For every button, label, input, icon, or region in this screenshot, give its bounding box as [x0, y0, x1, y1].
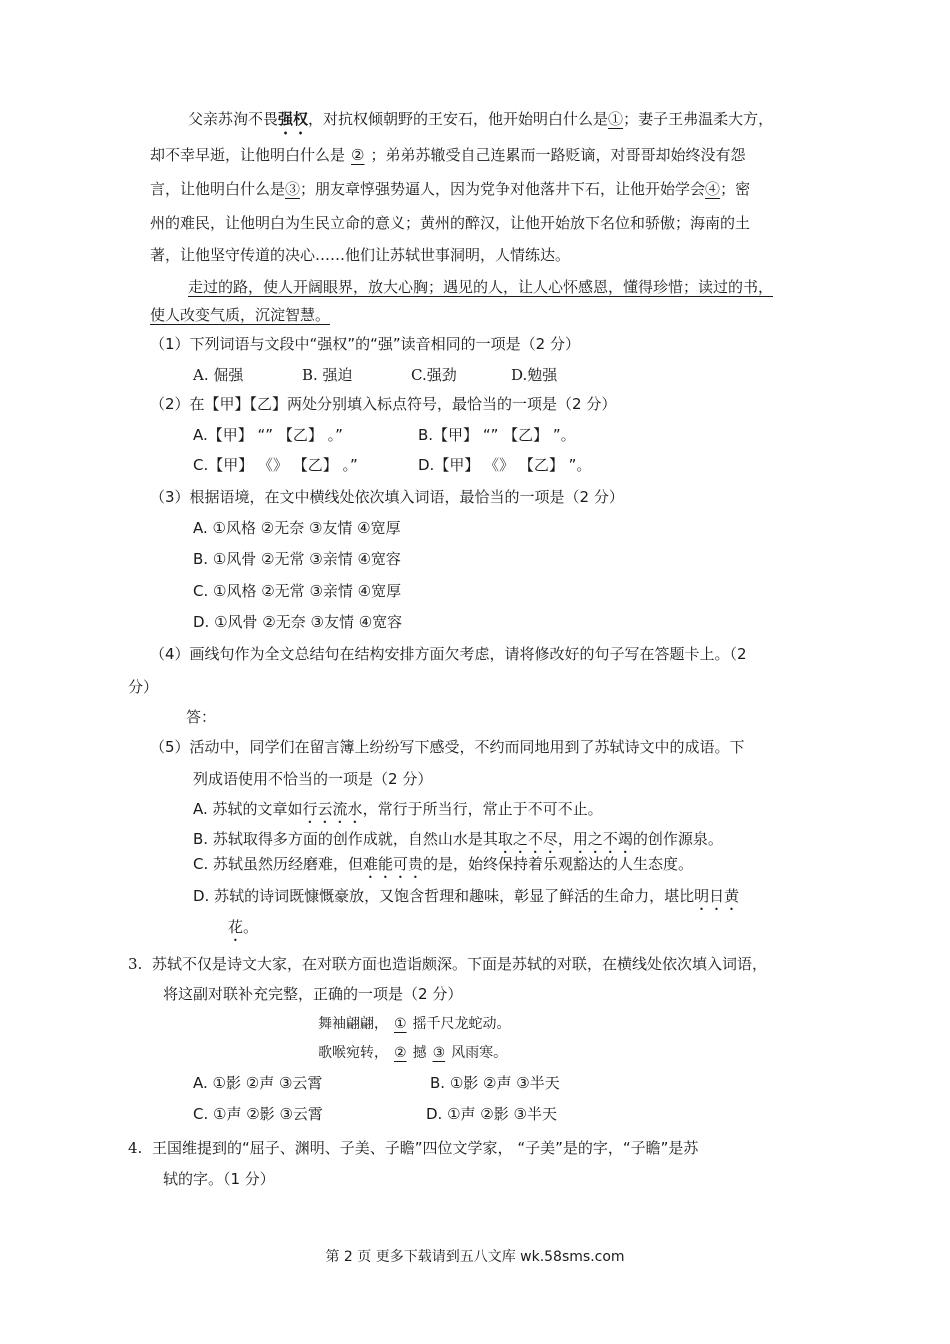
- couplet-option-b[interactable]: B. ①影 ②声 ③半天: [430, 1074, 560, 1092]
- blank-1: ①: [608, 110, 624, 128]
- question-1-option-d[interactable]: D.勉强: [511, 366, 558, 384]
- question-4-stem-cont: 分）: [128, 678, 159, 696]
- question-1-option-a[interactable]: A. 倔强: [193, 366, 244, 384]
- question-3-option-a[interactable]: A. ①风格 ②无奈 ③友情 ④宽厚: [193, 519, 401, 537]
- text: 风雨寒。: [451, 1045, 508, 1061]
- question-2-option-d[interactable]: D.【甲】 《》 【乙】 ”。: [418, 456, 592, 474]
- text: 撼: [412, 1045, 427, 1061]
- idiom: 花: [228, 918, 244, 936]
- question-poets-stem: 王国维提到的“屈子、渊明、子美、子瞻”四位文学家， “子美”是的字，“子瞻”是苏: [152, 1139, 699, 1157]
- text: 摇千尺龙蛇动。: [412, 1016, 511, 1032]
- question-2-stem: （2）在【甲】【乙】两处分别填入标点符号，最恰当的一项是（2 分）: [150, 395, 617, 413]
- text: 的是，始终保持着乐观豁达的人生态度。: [423, 855, 694, 873]
- couplet-option-c[interactable]: C. ①声 ②影 ③云霄: [193, 1105, 323, 1123]
- question-1-option-c[interactable]: C.强劲: [411, 366, 457, 384]
- question-couplet-stem-cont: 将这副对联补充完整，正确的一项是（2 分）: [163, 985, 463, 1003]
- idiom: 行云流水: [302, 800, 363, 818]
- question-5-option-d[interactable]: [193, 885, 739, 914]
- text: B. 苏轼取得多方面的创作成就，自然山水是其: [193, 830, 498, 848]
- text: 言，让他明白什么是: [150, 180, 286, 198]
- blank-1: ①: [394, 1016, 407, 1032]
- text: 歌喉宛转，: [318, 1045, 388, 1061]
- blank-3: ③: [432, 1045, 446, 1061]
- text: 的创作源泉。: [632, 830, 723, 848]
- text: C. 苏轼虽然历经磨难，但: [193, 855, 364, 873]
- question-5-option-d-cont: [228, 916, 258, 945]
- blank-3: ③: [285, 180, 301, 198]
- passage-line-2: [150, 144, 745, 166]
- text: 父亲苏洵不畏: [188, 110, 279, 128]
- couplet-option-a[interactable]: A. ①影 ②声 ③云霄: [193, 1074, 323, 1092]
- idiom: 取之不尽，用之不竭: [497, 830, 633, 848]
- couplet-line-1: [318, 1013, 511, 1035]
- question-number-3: 3.: [128, 955, 143, 973]
- couplet-line-2: [318, 1042, 507, 1064]
- text: ；密: [720, 180, 751, 198]
- text: 却不幸早逝，让他明白什么是: [150, 146, 346, 164]
- underlined-summary-line-1: 走过的路，使人开阔眼界，放大心胸；遇见的人，让人心怀感恩，懂得珍惜；读过的书，: [188, 278, 774, 296]
- blank-4: ④: [705, 180, 721, 198]
- question-3-option-d[interactable]: D. ①风骨 ②无奈 ③友情 ④宽容: [193, 613, 403, 631]
- question-2-option-c[interactable]: C.【甲】 《》 【乙】 。”: [193, 456, 358, 474]
- blank-2: ②: [351, 146, 365, 164]
- question-3-stem: （3）根据语境，在文中横线处依次填入词语，最恰当的一项是（2 分）: [150, 488, 624, 506]
- page-footer: 第 2 页 更多下载请到五八文库 wk.58sms.com: [325, 1249, 625, 1265]
- idiom: 明日黄: [694, 887, 740, 905]
- question-5-option-a[interactable]: [193, 798, 603, 827]
- question-4-stem: （4）画线句作为全文总结句在结构安排方面欠考虑，请将修改好的句子写在答题卡上。（2: [150, 645, 747, 663]
- passage-line-1: [188, 108, 773, 138]
- question-couplet-stem: 苏轼不仅是诗文大家，在对联方面也造诣颇深。下面是苏轼的对联，在横线处依次填入词语，: [152, 955, 768, 973]
- question-poets-stem-cont: 轼的字。（1 分）: [163, 1170, 275, 1188]
- blank-2: ②: [394, 1045, 407, 1061]
- text: A. 苏轼的文章如: [193, 800, 303, 818]
- question-5-stem: （5）活动中，同学们在留言簿上纷纷写下感受，不约而同地用到了苏轼诗文中的成语。下: [150, 738, 745, 756]
- question-5-stem-cont: 列成语使用不恰当的一项是（2 分）: [193, 770, 433, 788]
- question-3-option-b[interactable]: B. ①风骨 ②无常 ③亲情 ④宽容: [193, 550, 401, 568]
- passage-line-3: [150, 178, 750, 200]
- passage-line-4: 州的难民，让他明白为生民立命的意义；黄州的醉汉，让他开始放下名位和骄傲；海南的土: [150, 214, 751, 232]
- question-3-option-c[interactable]: C. ①风格 ②无常 ③亲情 ④宽厚: [193, 582, 402, 600]
- idiom: 难能可贵: [363, 855, 424, 873]
- couplet-option-d[interactable]: D. ①声 ②影 ③半天: [426, 1105, 557, 1123]
- question-4-answer-label: 答：: [186, 708, 217, 726]
- passage-line-5: 著，让他坚守传道的决心……他们让苏轼世事洞明，人情练达。: [150, 246, 571, 264]
- text: ，常行于所当行，常止于不可不止。: [362, 800, 603, 818]
- question-5-option-c[interactable]: [193, 853, 693, 882]
- text: 舞袖翩翩，: [318, 1016, 388, 1032]
- emphasized-word: 强权: [278, 110, 309, 128]
- text: ，对抗权倾朝野的王安石，他开始明白什么是: [308, 110, 609, 128]
- text: D. 苏轼的诗词既慷慨豪放，又饱含哲理和趣味，彰显了鲜活的生命力，堪比: [193, 887, 695, 905]
- question-2-option-b[interactable]: B.【甲】 “” 【乙】 ”。: [418, 426, 576, 444]
- question-number-4: 4.: [128, 1139, 143, 1157]
- text: ；弟弟苏辙受自己连累而一路贬谪，对哥哥却始终没有怨: [370, 146, 746, 164]
- text: ；妻子王弗温柔大方，: [623, 110, 774, 128]
- text: 。: [243, 918, 259, 936]
- underlined-summary-line-2: 使人改变气质，沉淀智慧。: [150, 306, 331, 324]
- question-1-option-b[interactable]: B. 强迫: [302, 366, 353, 384]
- question-1-stem: （1）下列词语与文段中“强权”的“强”读音相同的一项是（2 分）: [150, 335, 580, 353]
- text: ；朋友章惇强势逼人，因为党争对他落井下石，让他开始学会: [300, 180, 706, 198]
- question-2-option-a[interactable]: A.【甲】 “” 【乙】 。”: [193, 426, 343, 444]
